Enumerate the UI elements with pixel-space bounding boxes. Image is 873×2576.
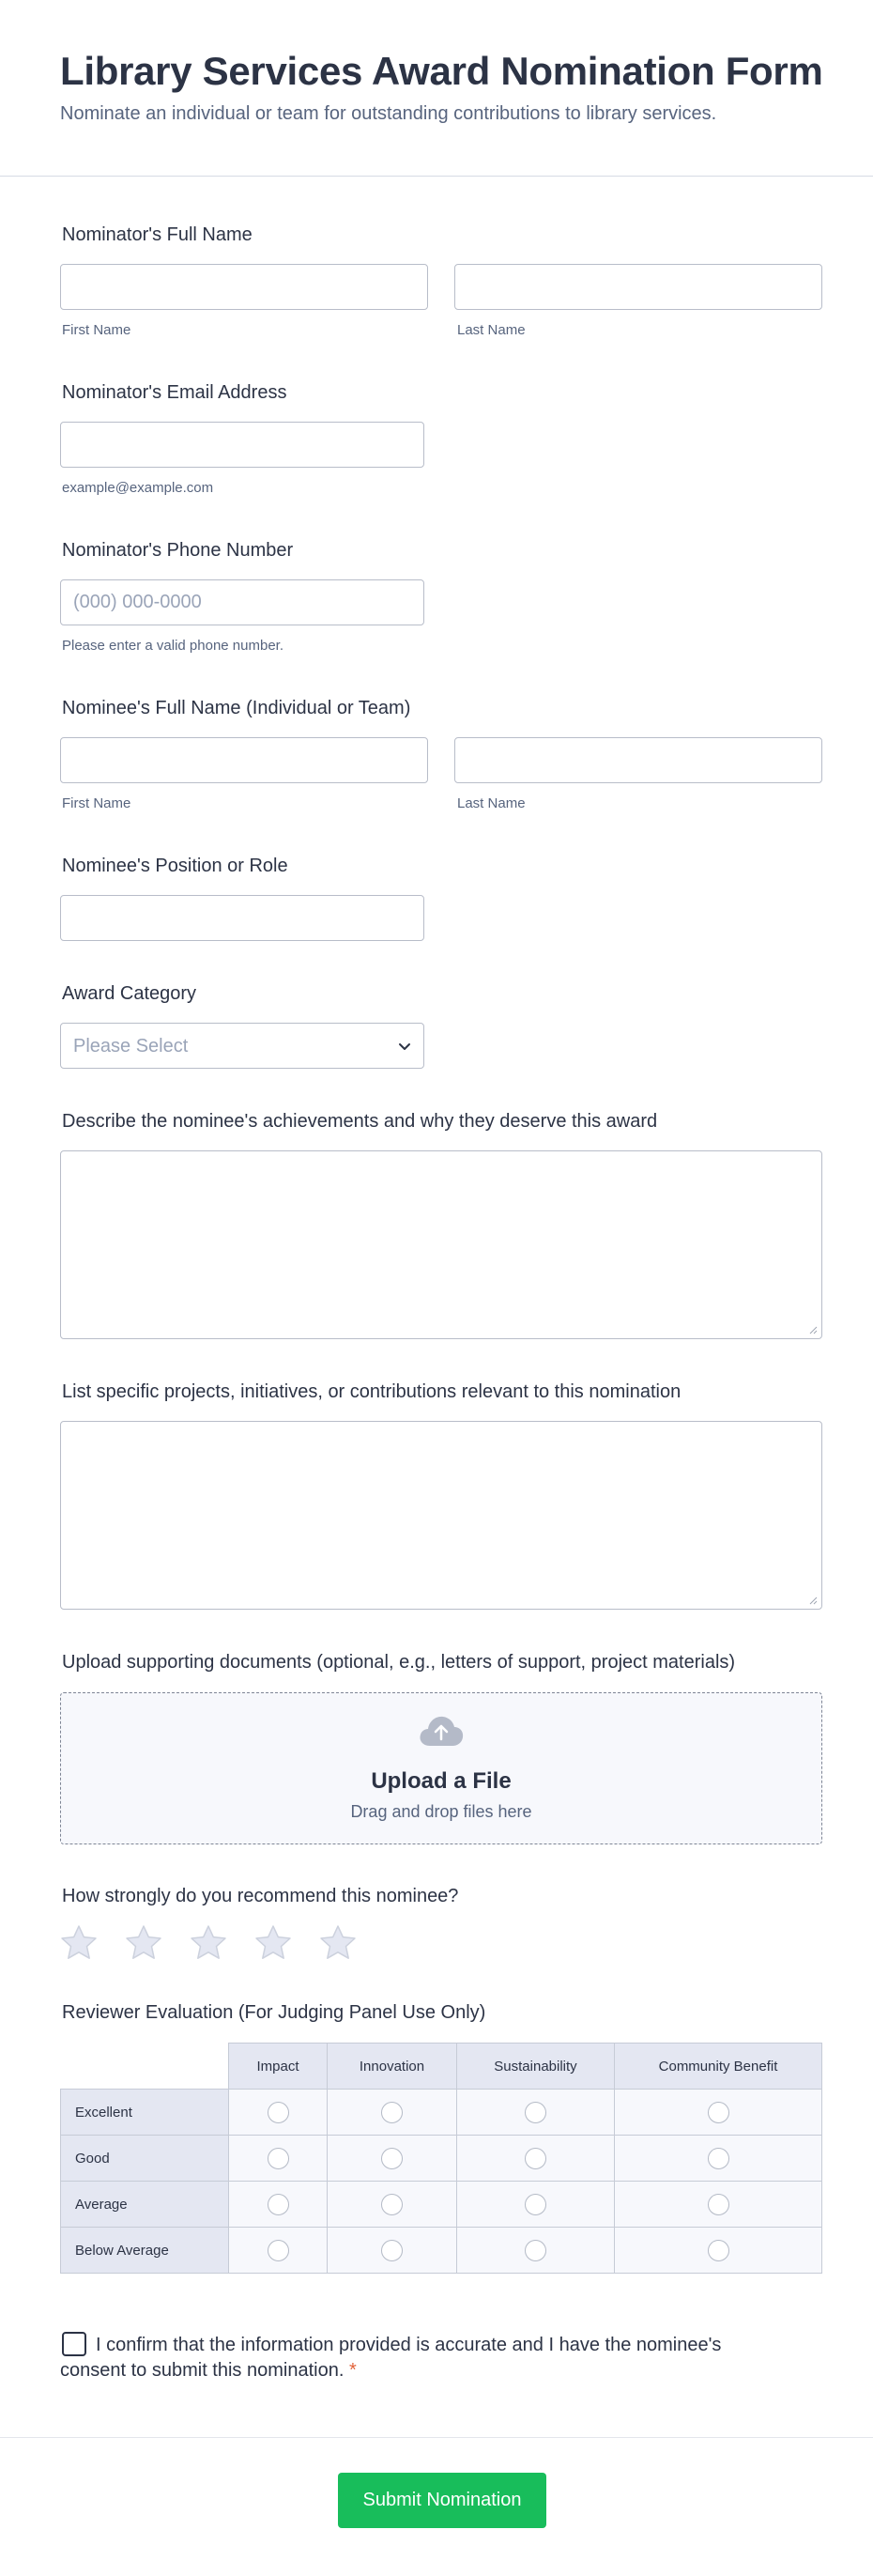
matrix-radio[interactable]: [525, 2148, 546, 2169]
matrix-row: [61, 2090, 822, 2136]
matrix-radio[interactable]: [268, 2240, 289, 2261]
submit-button[interactable]: Submit Nomination: [338, 2473, 546, 2528]
star-icon[interactable]: [254, 1924, 292, 1962]
matrix-corner: [61, 2044, 229, 2090]
matrix-cell: [328, 2136, 457, 2182]
matrix-radio[interactable]: [268, 2148, 289, 2169]
nominee-last-name-input[interactable]: [454, 737, 822, 783]
matrix-cell: [328, 2228, 457, 2274]
matrix-radio[interactable]: [708, 2102, 729, 2123]
matrix-row-header: Excellent: [61, 2090, 229, 2136]
upload-title: Upload a File: [371, 1768, 512, 1794]
matrix-cell: [457, 2090, 615, 2136]
star-icon[interactable]: [125, 1924, 162, 1962]
file-upload-dropzone[interactable]: [60, 1692, 822, 1844]
matrix-radio[interactable]: [381, 2148, 403, 2169]
award-category-select[interactable]: [60, 1023, 424, 1069]
star-icon[interactable]: [60, 1924, 98, 1962]
matrix-radio[interactable]: [268, 2194, 289, 2215]
matrix-cell: [457, 2136, 615, 2182]
matrix-column-header: Sustainability: [457, 2044, 615, 2090]
star-icon[interactable]: [190, 1924, 227, 1962]
footer-divider: [0, 2437, 873, 2438]
resize-grip-icon[interactable]: [808, 1325, 818, 1334]
matrix-cell: [457, 2182, 615, 2228]
matrix-cell: [229, 2136, 328, 2182]
matrix-cell: [615, 2182, 822, 2228]
upload-label: Upload supporting documents (optional, e.g., letters of support, project materials): [62, 1652, 736, 1673]
nominee-first-name-sublabel: First Name: [62, 795, 131, 811]
matrix-row: [61, 2136, 822, 2182]
matrix-column-header: Community Benefit: [615, 2044, 822, 2090]
matrix-radio[interactable]: [381, 2194, 403, 2215]
nominator-phone-input[interactable]: [60, 579, 424, 625]
nominee-role-label: Nominee's Position or Role: [62, 856, 288, 876]
matrix-cell: [615, 2228, 822, 2274]
matrix-column-header: Innovation: [328, 2044, 457, 2090]
nominee-name-label: Nominee's Full Name (Individual or Team): [62, 698, 411, 718]
matrix-radio[interactable]: [525, 2102, 546, 2123]
matrix-cell: [328, 2182, 457, 2228]
form-title: Library Services Award Nomination Form: [60, 49, 823, 93]
projects-label: List specific projects, initiatives, or contributions relevant to this nomination: [62, 1381, 682, 1402]
form-header: [0, 0, 873, 177]
matrix-row-header: Average: [61, 2182, 229, 2228]
matrix-cell: [229, 2090, 328, 2136]
nominator-email-input[interactable]: [60, 422, 424, 468]
matrix-radio[interactable]: [381, 2240, 403, 2261]
rating-label: How strongly do you recommend this nominee?: [62, 1886, 459, 1906]
matrix-row-header: Below Average: [61, 2228, 229, 2274]
matrix-row: [61, 2228, 822, 2274]
matrix-row-header: Good: [61, 2136, 229, 2182]
nominator-first-name-input[interactable]: [60, 264, 428, 310]
achievements-textarea[interactable]: [60, 1150, 822, 1339]
upload-hint: Drag and drop files here: [350, 1802, 532, 1821]
required-asterisk: *: [348, 2360, 357, 2381]
award-category-selected-value: Please Select: [73, 1036, 189, 1057]
nominee-role-input[interactable]: [60, 895, 424, 941]
confirm-text: I confirm that the information provided is accurate and I have the nominee's consent to submit this nomination.: [60, 2335, 722, 2381]
matrix-cell: [615, 2090, 822, 2136]
matrix-radio[interactable]: [708, 2148, 729, 2169]
evaluation-label: Reviewer Evaluation (For Judging Panel Use Only): [62, 2002, 486, 2023]
nominator-email-sublabel: example@example.com: [62, 480, 214, 496]
evaluation-matrix: [60, 2043, 822, 2274]
matrix-radio[interactable]: [708, 2240, 729, 2261]
matrix-radio[interactable]: [525, 2194, 546, 2215]
nominator-last-name-input[interactable]: [454, 264, 822, 310]
form-subtitle: Nominate an individual or team for outstanding contributions to library services.: [60, 103, 717, 124]
nominator-email-label: Nominator's Email Address: [62, 382, 287, 403]
nominator-name-label: Nominator's Full Name: [62, 224, 253, 245]
matrix-radio[interactable]: [525, 2240, 546, 2261]
resize-grip-icon[interactable]: [808, 1596, 818, 1605]
nominator-phone-sublabel: Please enter a valid phone number.: [62, 638, 283, 654]
cloud-upload-icon: [418, 1714, 465, 1748]
achievements-label: Describe the nominee's achievements and why they deserve this award: [62, 1111, 658, 1132]
matrix-row: [61, 2182, 822, 2228]
matrix-radio[interactable]: [381, 2102, 403, 2123]
matrix-cell: [229, 2182, 328, 2228]
nominee-last-name-sublabel: Last Name: [457, 795, 526, 811]
matrix-cell: [229, 2228, 328, 2274]
nominee-first-name-input[interactable]: [60, 737, 428, 783]
nominator-first-name-sublabel: First Name: [62, 322, 131, 338]
nominator-phone-label: Nominator's Phone Number: [62, 540, 294, 561]
matrix-radio[interactable]: [708, 2194, 729, 2215]
matrix-header-row: [61, 2044, 822, 2090]
matrix-cell: [457, 2228, 615, 2274]
matrix-radio[interactable]: [268, 2102, 289, 2123]
nominator-last-name-sublabel: Last Name: [457, 322, 526, 338]
matrix-cell: [615, 2136, 822, 2182]
award-category-label: Award Category: [62, 983, 197, 1004]
projects-textarea[interactable]: [60, 1421, 822, 1610]
star-icon[interactable]: [319, 1924, 357, 1962]
confirm-label: [60, 2333, 755, 2383]
matrix-cell: [328, 2090, 457, 2136]
chevron-down-icon: [397, 1039, 412, 1054]
matrix-column-header: Impact: [229, 2044, 328, 2090]
